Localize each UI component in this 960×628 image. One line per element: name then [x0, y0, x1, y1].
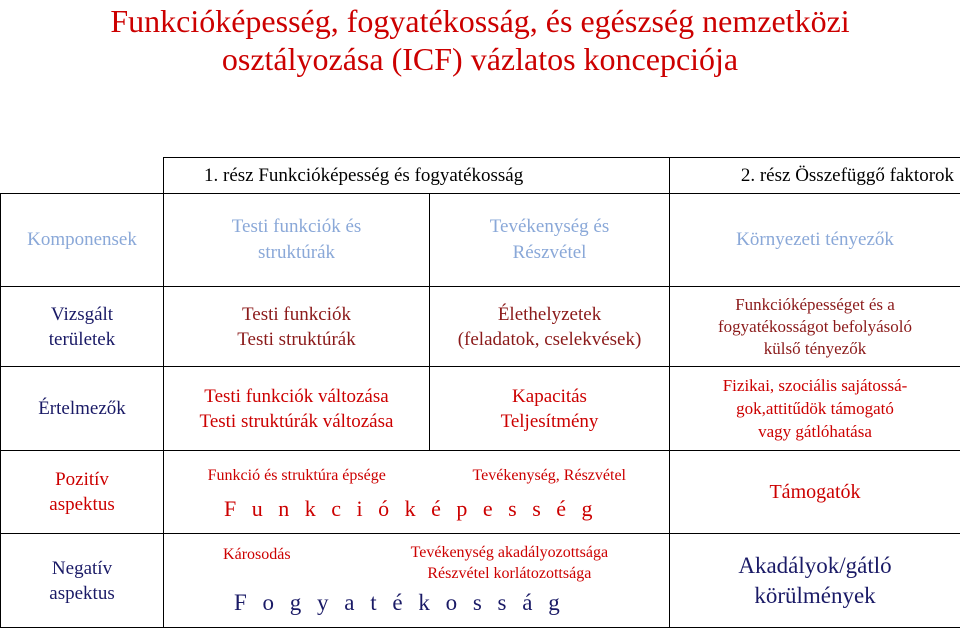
interpreters-col2-line1: Kapacitás: [430, 384, 669, 409]
positive-subcells: [164, 451, 669, 486]
negative-span-word: F o g y a t é k o s s á g: [164, 590, 669, 616]
interpreters-col3-line2: gok,attitűdök támogató: [670, 397, 960, 420]
components-row: [1, 194, 960, 287]
areas-col2-line1: Élethelyzetek: [430, 302, 669, 327]
positive-col1: Funkció és struktúra épsége: [164, 465, 429, 486]
positive-label: [1, 451, 164, 534]
negative-col3: [670, 534, 960, 628]
areas-col3-line3: külső tényezők: [670, 338, 960, 360]
areas-col1-line2: Testi struktúrák: [164, 327, 429, 352]
interpreters-col1: [164, 367, 430, 451]
page-title-line1: Funkcióképesség, fogyatékosság, és egészség nemzetközi: [0, 2, 960, 40]
components-col2-line1: Tevékenység és: [430, 214, 669, 240]
interpreters-label: [1, 367, 164, 451]
interpreters-col3: [670, 367, 960, 451]
negative-row: [1, 534, 960, 628]
negative-label: [1, 534, 164, 628]
positive-label-line1: Pozitív: [1, 467, 163, 492]
areas-label-line1: Vizsgált: [1, 302, 163, 327]
page-title-line2: osztályozása (ICF) vázlatos koncepciója: [0, 40, 960, 78]
components-col1-line2: struktúrák: [164, 240, 429, 266]
positive-span-word: F u n k c i ó k é p e s s é g: [164, 496, 669, 522]
negative-col3-line2: körülmények: [670, 581, 960, 611]
areas-col2-line2: (feladatok, cselekvések): [430, 327, 669, 352]
negative-subcells: [164, 534, 669, 584]
interpreters-label-text: Értelmezők: [38, 398, 126, 419]
header-part2-text: 2. rész Összefüggő faktorok: [741, 165, 954, 186]
components-col2-line2: Részvétel: [430, 240, 669, 266]
areas-col3: [670, 287, 960, 367]
page-title: [0, 2, 960, 78]
header-empty-cell: [1, 158, 164, 194]
header-part2: [670, 158, 960, 194]
positive-span-cell: [164, 451, 670, 534]
areas-col1: [164, 287, 430, 367]
positive-label-line2: aspektus: [1, 492, 163, 517]
negative-col2: [350, 542, 669, 584]
header-part1: [164, 158, 670, 194]
components-label: [1, 194, 164, 287]
header-row: [1, 158, 960, 194]
areas-col3-line1: Funkcióképességet és a: [670, 294, 960, 316]
negative-col1: Károsodás: [164, 542, 350, 584]
components-col2: [430, 194, 670, 287]
negative-span-cell: [164, 534, 670, 628]
interpreters-col3-line3: vagy gátlóhatása: [670, 420, 960, 443]
interpreters-col3-line1: Fizikai, szociális sajátossá-: [670, 374, 960, 397]
negative-label-line2: aspektus: [1, 581, 163, 606]
areas-label-line2: területek: [1, 327, 163, 352]
components-label-text: Komponensek: [27, 229, 137, 250]
areas-label: [1, 287, 164, 367]
areas-row: [1, 287, 960, 367]
negative-col2-line2: Részvétel korlátozottsága: [350, 563, 669, 584]
components-col1-line1: Testi funkciók és: [164, 214, 429, 240]
components-col1: [164, 194, 430, 287]
areas-col2: [430, 287, 670, 367]
components-col3-text: Környezeti tényezők: [736, 229, 894, 250]
areas-col3-line2: fogyatékosságot befolyásoló: [670, 316, 960, 338]
positive-col3: [670, 451, 960, 534]
negative-col2-line1: Tevékenység akadályozottsága: [350, 542, 669, 563]
positive-col2: Tevékenység, Részvétel: [429, 465, 669, 486]
interpreters-row: [1, 367, 960, 451]
components-col3: [670, 194, 960, 287]
interpreters-col2-line2: Teljesítmény: [430, 409, 669, 434]
positive-row: [1, 451, 960, 534]
icf-table: [0, 157, 960, 628]
negative-col3-line1: Akadályok/gátló: [670, 551, 960, 581]
header-part1-text: 1. rész Funkcióképesség és fogyatékosság: [204, 165, 523, 186]
interpreters-col1-line2: Testi struktúrák változása: [164, 409, 429, 434]
interpreters-col1-line1: Testi funkciók változása: [164, 384, 429, 409]
areas-col1-line1: Testi funkciók: [164, 302, 429, 327]
positive-col3-text: Támogatók: [769, 481, 860, 503]
interpreters-col2: [430, 367, 670, 451]
negative-label-line1: Negatív: [1, 556, 163, 581]
